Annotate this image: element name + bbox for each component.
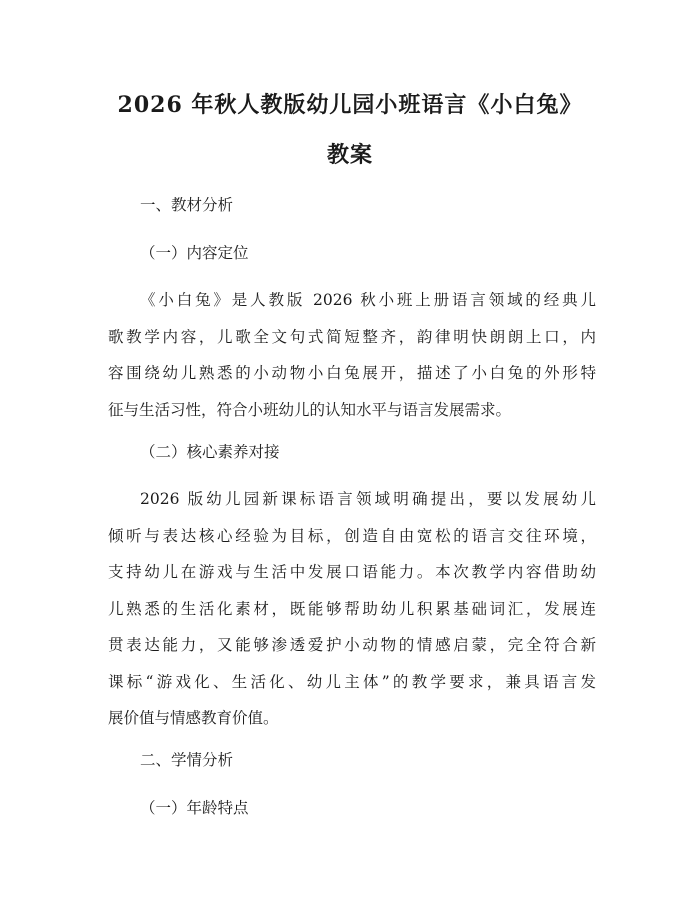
section1-sub2-paragraph bbox=[108, 481, 596, 737]
paragraph-line: 贯表达能力，又能够渗透爱护小动物的情感启蒙，完全符合新 bbox=[108, 636, 596, 654]
paragraph-line: 2026 版幼儿园新课标语言领域明确提出，要以发展幼儿 bbox=[140, 490, 596, 508]
paragraph-line: 支持幼儿在游戏与生活中发展口语能力。本次教学内容借助幼 bbox=[108, 563, 596, 581]
paragraph-line: 歌教学内容，儿歌全文句式简短整齐，韵律明快朗朗上口，内 bbox=[108, 327, 596, 346]
section1-sub1-paragraph bbox=[108, 282, 596, 428]
section1-subheading-core-literacy: （二）核心素养对接 bbox=[140, 443, 280, 461]
paragraph-line: 儿熟悉的生活化素材，既能够帮助幼儿积累基础词汇，发展连 bbox=[108, 599, 596, 618]
section2-subheading-age-characteristics: （一）年龄特点 bbox=[140, 799, 249, 817]
paragraph-line: 征与生活习性，符合小班幼儿的认知水平与语言发展需求。 bbox=[108, 400, 512, 419]
paragraph-line: 倾听与表达核心经验为目标，创造自由宽松的语言交往环境， bbox=[108, 526, 596, 545]
paragraph-line: 容围绕幼儿熟悉的小动物小白兔展开，描述了小白兔的外形特 bbox=[108, 364, 596, 382]
section2-heading: 二、学情分析 bbox=[140, 751, 234, 769]
paragraph-line: 课标“游戏化、生活化、幼儿主体”的教学要求，兼具语言发 bbox=[108, 672, 596, 691]
document-title-line1: 2026 年秋人教版幼儿园小班语言《小白兔》 bbox=[117, 92, 583, 118]
section1-heading: 一、教材分析 bbox=[140, 196, 234, 214]
paragraph-line: 展价值与情感教育价值。 bbox=[108, 709, 279, 727]
paragraph-line: 《小白兔》是人教版 2026 秋小班上册语言领域的经典儿 bbox=[140, 291, 596, 309]
section1-subheading-content-positioning: （一）内容定位 bbox=[140, 244, 249, 262]
document-title-line2: 教案 bbox=[326, 142, 373, 168]
